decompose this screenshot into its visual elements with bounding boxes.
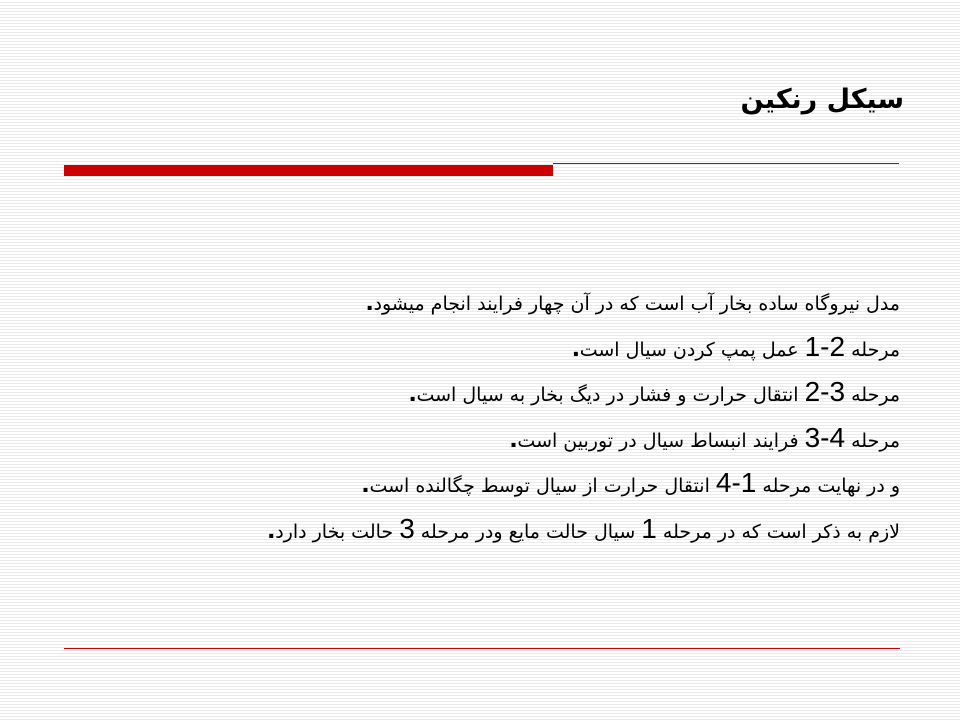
stage-number: 3 — [399, 512, 415, 544]
stage-number: 2-3 — [804, 376, 846, 408]
line-text: و در نهایت مرحله — [756, 475, 900, 498]
line-text: فرایند انبساط سیال در توربین است — [517, 429, 805, 452]
line-period: . — [365, 285, 374, 316]
line-text: مرحله — [845, 384, 900, 407]
line-text: عمل پمپ کردن سیال است — [579, 338, 805, 361]
line-text: مرحله — [845, 429, 900, 452]
line-text: مدل نیروگاه ساده بخار آب است که در آن چهار فرایند انجام میشود — [373, 293, 900, 315]
line-text: سیال حالت مایع ودر مرحله — [414, 520, 642, 543]
title-underline-thin — [553, 163, 899, 164]
body-line-intro — [20, 278, 900, 324]
line-period: . — [267, 512, 276, 544]
line-period: . — [361, 467, 370, 499]
line-period: . — [509, 421, 518, 453]
line-text: حالت بخار دارد — [275, 520, 400, 543]
line-period: . — [408, 376, 417, 408]
body-line-note — [20, 506, 900, 552]
stage-number: 1 — [641, 512, 657, 544]
line-text: انتقال حرارت و فشار در دیگ بخار به سیال است — [416, 384, 805, 407]
stage-number: 1-2 — [804, 330, 846, 362]
stage-number: 3-4 — [804, 421, 846, 453]
line-text: مرحله — [845, 338, 900, 361]
stage-number: 4-1 — [715, 467, 757, 499]
line-text: انتقال حرارت از سیال توسط چگالنده است — [369, 475, 716, 498]
body-line-stage-4-1 — [20, 460, 900, 506]
slide-body — [20, 278, 900, 552]
body-line-stage-3-4 — [20, 415, 900, 461]
line-period: . — [571, 330, 580, 362]
footer-rule — [64, 648, 900, 649]
slide-title: سیکل رنکین — [740, 84, 904, 115]
body-line-stage-1-2 — [20, 324, 900, 370]
title-underline-thick — [64, 165, 553, 176]
body-line-stage-2-3 — [20, 369, 900, 415]
line-text: لازم به ذکر است که در مرحله — [656, 520, 900, 543]
